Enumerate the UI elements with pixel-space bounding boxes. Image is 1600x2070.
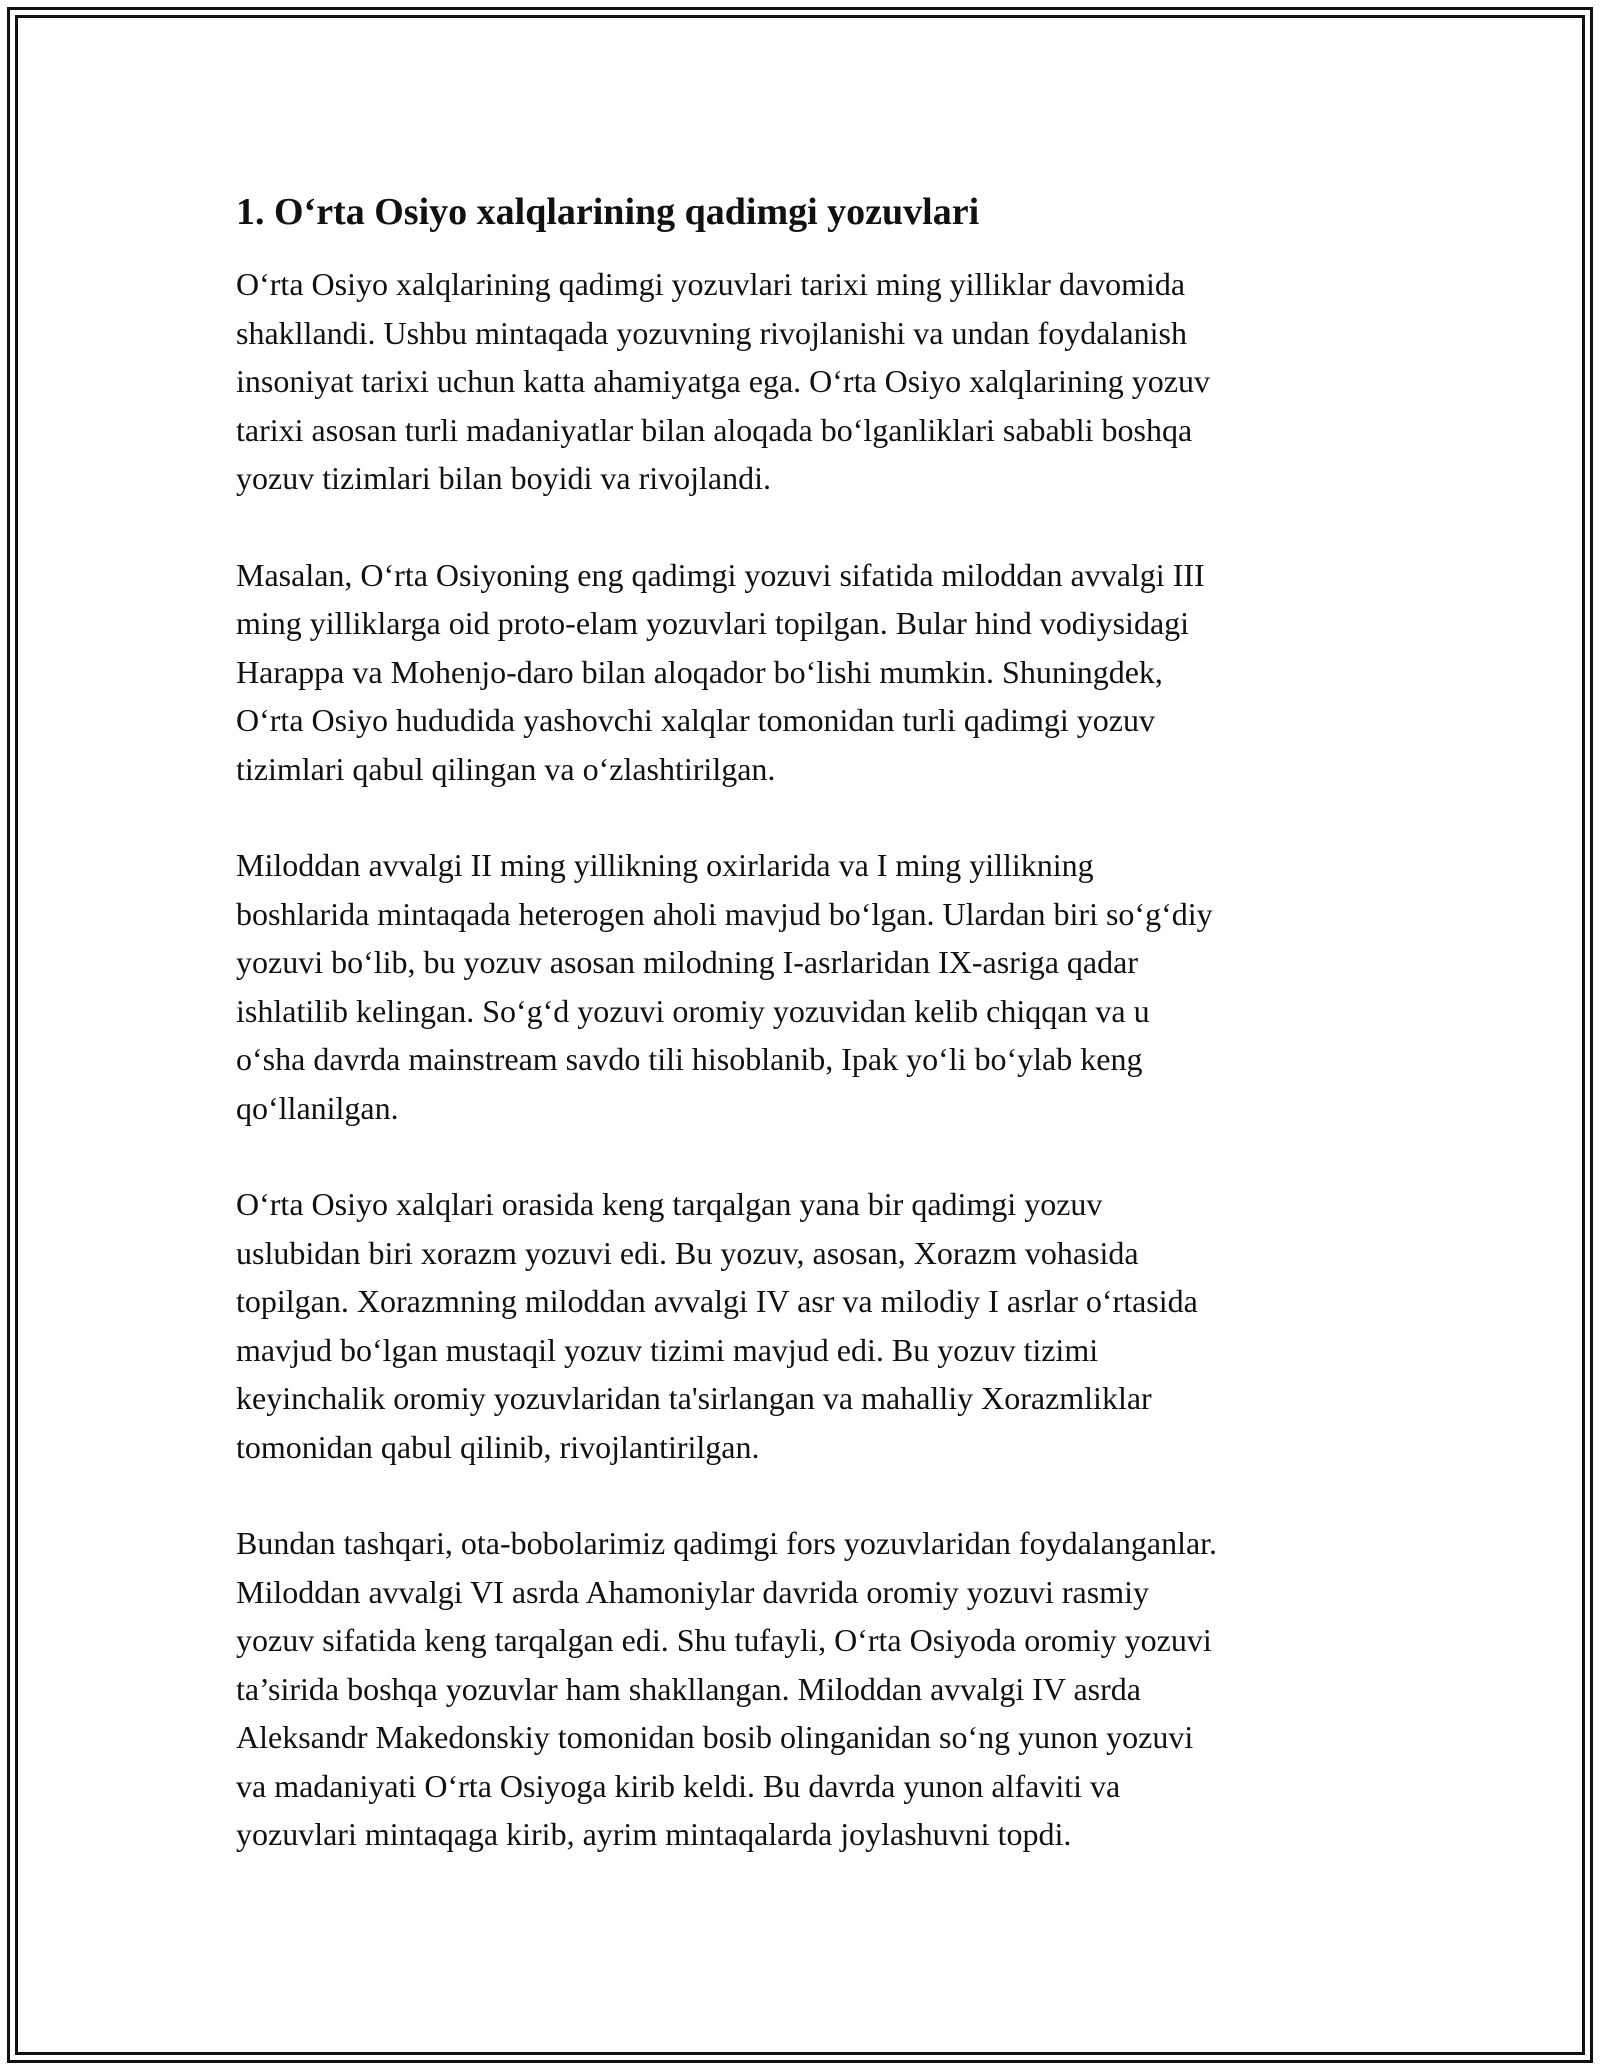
paragraph-line: Harappa va Mohenjo-daro bilan aloqador bo‘lishi mumkin. Shuningdek, — [236, 653, 1163, 690]
paragraph-line: tizimlari qabul qilingan va o‘zlashtirilgan. — [236, 750, 776, 787]
paragraph-line: mavjud bo‘lgan mustaqil yozuv tizimi mavjud edi. Bu yozuv tizimi — [236, 1331, 1099, 1368]
paragraph-line: ming yilliklarga oid proto-elam yozuvlari topilgan. Bular hind vodiysidagi — [236, 605, 1190, 641]
paragraph-1 — [236, 260, 1366, 503]
paragraph-line: shakllandi. Ushbu mintaqada yozuvning rivojlanishi va undan foydalanish — [236, 314, 1187, 351]
paragraph-line: qo‘llanilgan. — [236, 1089, 399, 1126]
paragraph-line: Miloddan avvalgi II ming yillikning oxirlarida va I ming yillikning — [236, 847, 1094, 883]
paragraph-4 — [236, 1180, 1366, 1471]
paragraph-line: yozuvi bo‘lib, bu yozuv asosan milodning I-asrlaridan IX-asriga qadar — [236, 944, 1138, 980]
document-body — [236, 186, 1366, 1907]
paragraph-line: Masalan, O‘rta Osiyoning eng qadimgi yozuvi sifatida miloddan avvalgi III — [236, 556, 1205, 593]
paragraph-line: Bundan tashqari, ota-bobolarimiz qadimgi fors yozuvlaridan foydalanganlar. — [236, 1525, 1218, 1561]
paragraph-line: O‘rta Osiyo xalqlarining qadimgi yozuvlari tarixi ming yilliklar davomida — [236, 266, 1186, 302]
paragraph-line: yozuvlari mintaqaga kirib, ayrim mintaqalarda joylashuvni topdi. — [236, 1816, 1072, 1852]
paragraph-line: topilgan. Xorazmning miloddan avvalgi IV asr va milodiy I asrlar o‘rtasida — [236, 1283, 1198, 1319]
paragraph-line: yozuv tizimlari bilan boyidi va rivojlandi. — [236, 460, 771, 496]
paragraph-line: ta’sirida boshqa yozuvlar ham shakllangan. Miloddan avvalgi IV asrda — [236, 1670, 1141, 1707]
paragraph-line: keyinchalik oromiy yozuvlaridan ta'sirlangan va mahalliy Xorazmliklar — [236, 1380, 1152, 1416]
section-heading: 1. O‘rta Osiyo xalqlarining qadimgi yozuvlari — [236, 191, 980, 233]
paragraph-line: O‘rta Osiyo hududida yashovchi xalqlar tomonidan turli qadimgi yozuv — [236, 702, 1155, 738]
paragraph-line: ishlatilib kelingan. So‘g‘d yozuvi oromiy yozuvidan kelib chiqqan va u — [236, 992, 1150, 1029]
paragraph-line: Miloddan avvalgi VI asrda Ahamoniylar davrida oromiy yozuvi rasmiy — [236, 1573, 1149, 1610]
paragraph-line: tarixi asosan turli madaniyatlar bilan aloqada bo‘lganliklari sababli boshqa — [236, 411, 1193, 448]
paragraph-2 — [236, 551, 1366, 794]
paragraph-line: va madaniyati O‘rta Osiyoga kirib keldi. Bu davrda yunon alfaviti va — [236, 1767, 1121, 1804]
paragraph-line: boshlarida mintaqada heterogen aholi mavjud bo‘lgan. Ulardan biri so‘g‘diy — [236, 895, 1213, 932]
paragraph-3 — [236, 841, 1366, 1132]
paragraph-line: uslubidan biri xorazm yozuvi edi. Bu yozuv, asosan, Xorazm vohasida — [236, 1234, 1139, 1271]
paragraph-5 — [236, 1519, 1366, 1859]
paragraph-line: tomonidan qabul qilinib, rivojlantirilgan. — [236, 1428, 760, 1465]
paragraph-line: o‘sha davrda mainstream savdo tili hisoblanib, Ipak yo‘li bo‘ylab keng — [236, 1041, 1143, 1077]
paragraph-line: yozuv sifatida keng tarqalgan edi. Shu tufayli, O‘rta Osiyoda oromiy yozuvi — [236, 1622, 1212, 1658]
paragraph-line: O‘rta Osiyo xalqlari orasida keng tarqalgan yana bir qadimgi yozuv — [236, 1186, 1103, 1222]
paragraph-line: Aleksandr Makedonskiy tomonidan bosib olinganidan so‘ng yunon yozuvi — [236, 1719, 1194, 1755]
paragraph-line: insoniyat tarixi uchun katta ahamiyatga ega. O‘rta Osiyo xalqlarining yozuv — [236, 363, 1210, 399]
